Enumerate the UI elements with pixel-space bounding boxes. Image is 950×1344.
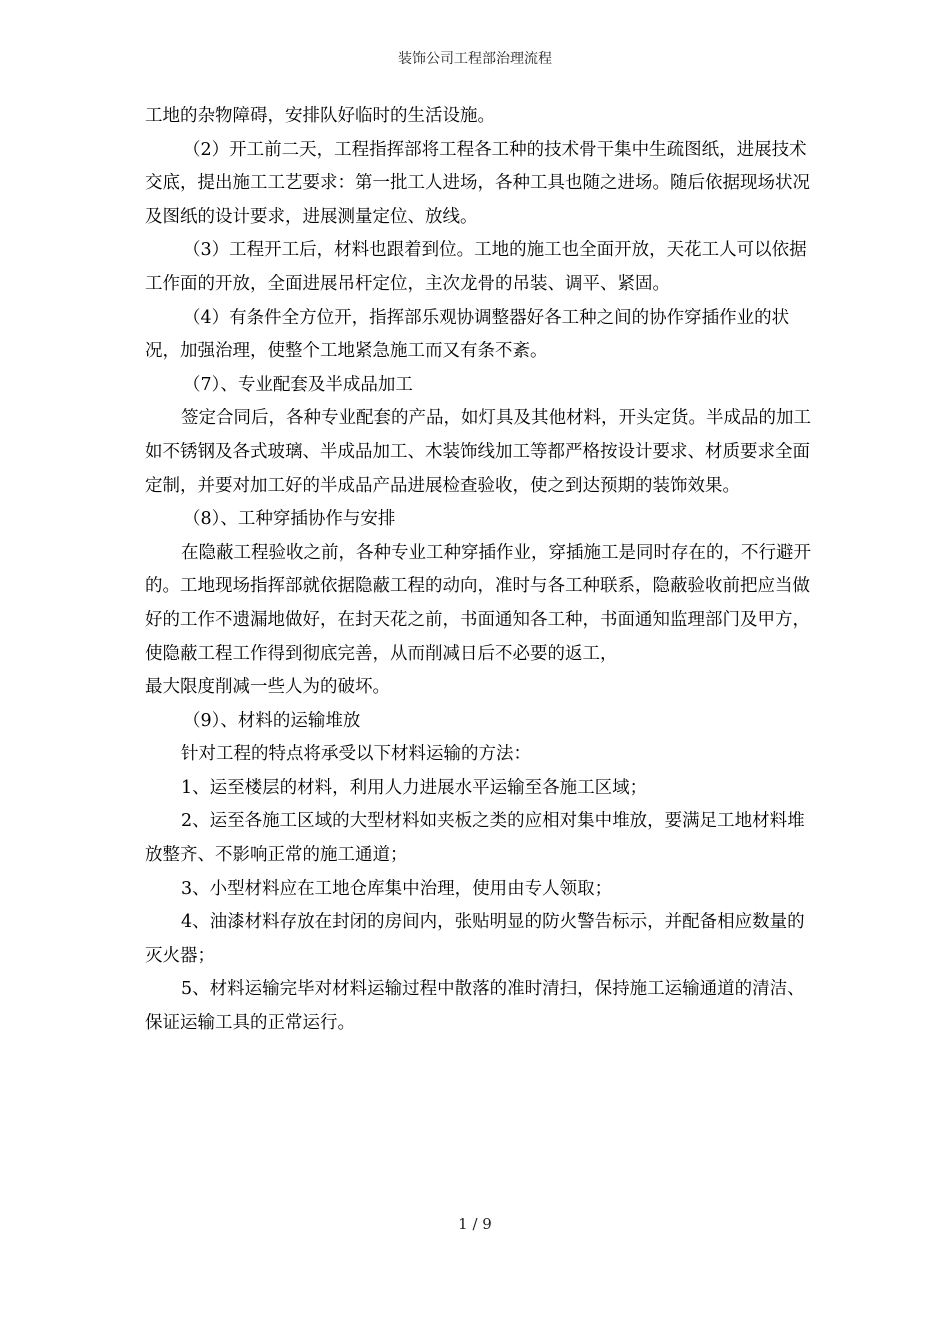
paragraph: （2）开工前二天，工程指挥部将工程各工种的技术骨干集中生疏图纸，进展技术交底，提出施工工艺要求：第一批工人进场，各种工具也随之进场。随后依据现场状况及图纸的设计要求，进展测量定位、放线。 — [145, 139, 810, 227]
paragraph: （4）有条件全方位开，指挥部乐观协调整器好各工种之间的协作穿插作业的状况，加强治理，使整个工地紧急施工而又有条不紊。 — [145, 307, 790, 362]
paragraph: （3）工程开工后，材料也跟着到位。工地的施工也全面开放，天花工人可以依据工作面的开放，全面进展吊杆定位，主次龙骨的吊装、调平、紧固。 — [145, 240, 807, 294]
list-item: 3、小型材料应在工地仓库集中治理，使用由专人领取； — [181, 878, 613, 899]
paragraph: 工地的杂物障碍，安排队好临时的生活设施。 — [145, 106, 495, 126]
list-item: 4、油漆材料存放在封闭的房间内，张贴明显的防火警告标示，并配备相应数量的灭火器； — [145, 912, 805, 966]
paragraph: 最大限度削减一些人为的破坏。 — [145, 677, 390, 698]
list-item: 5、材料运输完毕对材料运输过程中散落的准时清扫，保持施工运输通道的清洁、保证运输工具的正常运行。 — [145, 979, 805, 1034]
page-number: 1 / 9 — [458, 1215, 492, 1233]
page-header-title: 装饰公司工程部治理流程 — [398, 51, 552, 67]
paragraph: 针对工程的特点将承受以下材料运输的方法： — [181, 744, 531, 765]
section-heading: （8）、工种穿插协作与安排 — [183, 509, 396, 530]
paragraph: 在隐蔽工程验收之前，各种专业工种穿插作业，穿插施工是同时存在的，不行避开的。工地现场指挥部就依据隐蔽工程的动向，准时与各工种联系，隐蔽验收前把应当做好的工作不遗漏地做好，在封天花之前，书面通知各工种，书面通知监理部门及甲方，使隐蔽工程工作得到彻底完善，从而削减日后不必要的返工， — [145, 542, 811, 664]
document-body — [145, 100, 815, 1041]
section-heading: （9）、材料的运输堆放 — [183, 710, 361, 731]
list-item: 2、运至各施工区域的大型材料如夹板之类的应相对集中堆放，要满足工地材料堆放整齐、不影响正常的施工通道； — [145, 811, 805, 866]
section-heading: （7）、专业配套及半成品加工 — [183, 374, 413, 395]
list-item: 1、运至楼层的材料，利用人力进展水平运输至各施工区域； — [181, 777, 648, 798]
paragraph: 签定合同后，各种专业配套的产品，如灯具及其他材料，开头定货。半成品的加工如不锈钢及各式玻璃、半成品加工、木装饰线加工等都严格按设计要求、材质要求全面定制，并要对加工好的半成品产品进展检查验收，使之到达预期的装饰效果。 — [145, 408, 811, 496]
